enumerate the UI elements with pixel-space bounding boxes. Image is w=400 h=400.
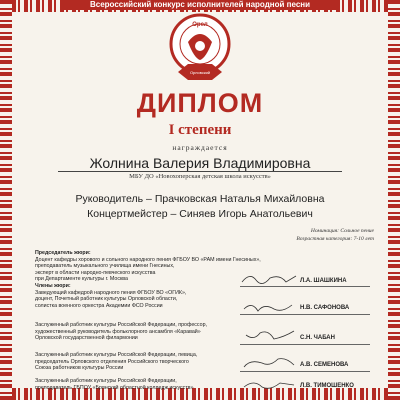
age-category-label: Возрастная категория: 7-10 лет <box>296 236 374 242</box>
jury-chair-line: при Департаменте культуры г. Москва <box>35 276 128 283</box>
signature-2 <box>240 299 300 315</box>
leader-line: Руководитель – Прачковская Наталья Михайловна <box>75 193 325 205</box>
jury-chair-line: Доцент кафедры хорового и сольного народного пения ФГБОУ ВО «РАМ имени Гнесиных», <box>35 256 261 263</box>
contest-emblem-logo <box>168 12 232 84</box>
recipient-underline <box>58 171 342 172</box>
signature-line <box>240 344 370 345</box>
jury-member-line: доцент, Почетный работник культуры Орловской области, <box>35 296 178 303</box>
jury-member-line: Заслуженный работник культуры Российской Федерации, <box>35 378 177 384</box>
jury-chair-line: преподаватель музыкального училища имени Гнесиных, <box>35 263 175 270</box>
signature-name: Н.В. САФОНОВА <box>300 305 350 311</box>
jury-member-line: Заслуженный работник культуры Российской Федерации, профессор, <box>35 322 207 328</box>
nomination-label: Номинация: Сольное пение <box>310 228 374 234</box>
signature-name: А.В. СЕМЕНОВА <box>300 362 349 368</box>
signature-name: Л.А. ШАШКИНА <box>300 278 347 284</box>
diploma-title: ДИПЛОМ <box>136 88 264 118</box>
jury-member-line: Заслуженный работник культуры Российской Федерации, певица, <box>35 352 198 358</box>
jury-member-line: Заведующий кафедрой народного пения ФГБОУ ВО «ОГИК», <box>35 289 187 296</box>
signature-line <box>240 286 370 287</box>
signature-name: С.Н. ЧАБАН <box>300 335 335 341</box>
jury-member-line: председатель Орловского отделения Российского творческого <box>35 358 189 365</box>
jury-members-heading: Члены жюри: <box>35 283 71 289</box>
jury-member-line: художественный руководитель фольклорного ансамбля «Каравай» <box>35 328 201 335</box>
jury-chair-line: эксперт в области народно-певческого искусства <box>35 269 156 276</box>
jury-member-line: Орловской государственной филармонии <box>35 335 138 342</box>
signature-1 <box>240 270 300 286</box>
awarded-label: награждается <box>172 143 228 152</box>
signature-name: Л.В. ТИМОШЕНКО <box>300 383 354 389</box>
signature-5 <box>240 377 300 393</box>
jury-chair-heading: Председатель жюри: <box>35 250 91 256</box>
diploma-degree: I степени <box>168 122 232 138</box>
svg-text:Орловский: Орловский <box>189 70 211 75</box>
signature-4 <box>240 355 300 371</box>
contest-title: Всероссийский конкурс исполнителей народной песни <box>60 0 340 10</box>
jury-member-line: преподаватель ГБПОУ «Брянский областной колледж искусств» <box>35 384 194 391</box>
signature-3 <box>240 327 300 343</box>
recipient-name: Жолнина Валерия Владимировна <box>89 155 311 171</box>
signature-line <box>240 314 370 315</box>
accompanist-line: Концертмейстер – Синяев Игорь Анатольевич <box>87 208 313 220</box>
signature-line <box>240 371 370 372</box>
recipient-school: МБУ ДО «Новохоперская детская школа искусств» <box>129 173 271 180</box>
svg-text:Орел: Орел <box>192 22 208 28</box>
jury-member-line: Союза работников культуры России <box>35 365 124 372</box>
jury-member-line: солистка военного оркестра Академии ФСО России <box>35 302 163 309</box>
